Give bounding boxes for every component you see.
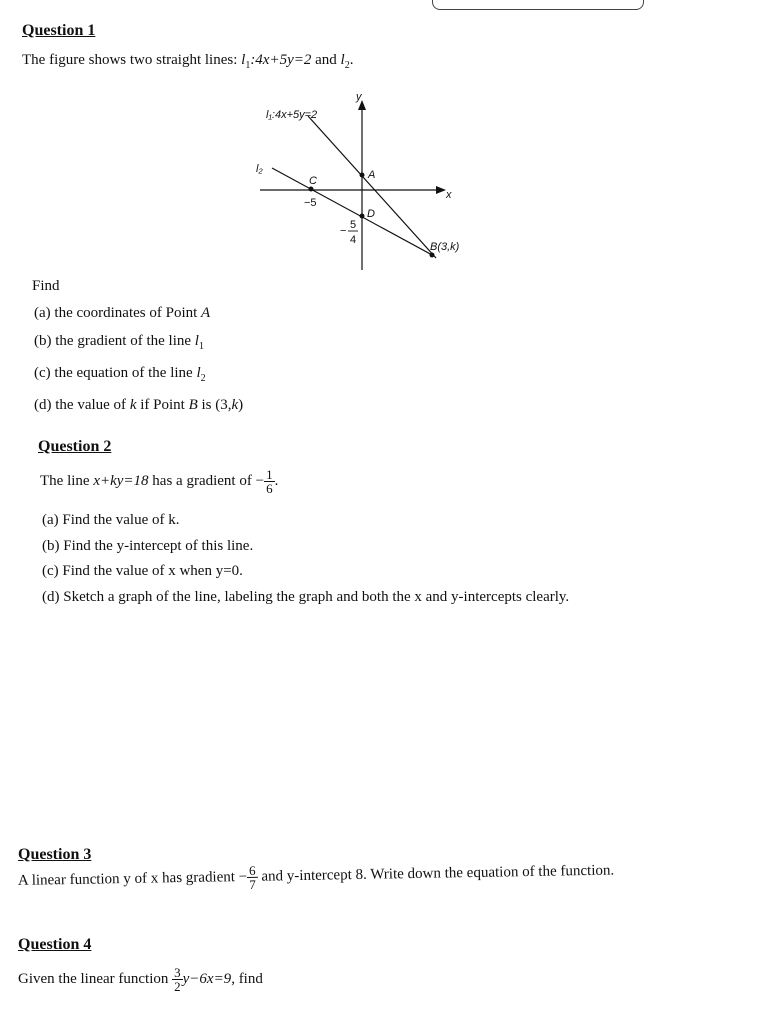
point-a-dot [360, 173, 365, 178]
q1-l1-var: l [241, 52, 246, 68]
part-text: Find the value of k. [62, 512, 180, 528]
q3-grad-num: 6 [248, 862, 256, 878]
point-d-dot [360, 214, 365, 219]
q2-grad-den: 6 [266, 481, 273, 496]
part-label: (b) [42, 538, 60, 554]
q1-intro-text: The figure shows two straight lines: [22, 52, 242, 68]
part-var: k [129, 397, 137, 413]
q2-grad-num: 1 [266, 467, 273, 482]
q3-gradient-fraction [247, 864, 258, 891]
q1-part-c [34, 365, 206, 384]
q4-text-c: , find [231, 970, 263, 987]
part-var-3: k [231, 397, 239, 413]
q2-part-b [42, 538, 253, 555]
question-1-title: Question 1 [22, 22, 96, 39]
part-label: (a) [34, 305, 51, 321]
q2-grad-sign: − [255, 472, 265, 489]
point-c-label: C [309, 175, 317, 187]
part-text: Find the value of x when y=0. [62, 563, 243, 579]
question-2-title: Question 2 [38, 438, 112, 455]
q2-equation: x+ky=18 [93, 472, 149, 489]
part-label: (b) [34, 333, 52, 349]
q1-l1-sub: 1 [245, 60, 251, 71]
point-b-dot [430, 253, 435, 258]
line-l1 [308, 116, 436, 258]
part-label: (c) [42, 563, 59, 579]
q2-gradient-text: has a gradient of [148, 472, 256, 489]
part-label: (d) [34, 397, 52, 413]
x-intercept-tick-label: −5 [304, 197, 317, 209]
q2-part-a [42, 512, 179, 529]
part-var: A [201, 305, 211, 321]
q4-text-a: Given the linear function [18, 970, 173, 987]
q2-line-text: The line [40, 472, 94, 489]
q1-l2-sub: 2 [344, 60, 350, 71]
y-intercept-tick-sign: − [340, 225, 347, 237]
part-text: the equation of the line [54, 365, 197, 381]
q1-and-word: and [311, 52, 341, 68]
q2-part-c [42, 563, 243, 580]
part-var-sub: 1 [198, 341, 204, 352]
q1-part-a [34, 305, 210, 322]
point-a-label: A [368, 169, 376, 181]
part-var-2: B [188, 397, 198, 413]
q1-period: . [349, 52, 354, 68]
point-c-dot [309, 187, 314, 192]
q3-grad-den: 7 [249, 876, 256, 892]
q2-period: . [274, 472, 279, 489]
q1-part-b [34, 333, 204, 352]
q3-text-b: and y-intercept 8. Write down the equation of the function. [257, 862, 615, 885]
part-text-2: if Point [136, 397, 189, 413]
question-4-statement [18, 966, 263, 993]
q2-part-d [42, 589, 569, 606]
l2-label: l₂ [256, 163, 263, 175]
q1-part-d [34, 397, 243, 414]
x-axis-arrow [436, 186, 446, 194]
point-b-label: B(3,k) [430, 241, 460, 253]
part-text: Find the y-intercept of this line. [63, 538, 254, 554]
q1-l2-var: l [340, 52, 345, 68]
y-intercept-tick-num: 5 [350, 219, 357, 231]
q4-frac-den: 2 [174, 979, 181, 994]
question-3-title: Question 3 [18, 846, 92, 863]
question-3-statement [18, 858, 615, 895]
answer-box-frame [432, 0, 644, 10]
x-axis-label: x [446, 189, 452, 201]
part-var: l [194, 333, 199, 349]
q3-grad-sign: − [238, 868, 248, 886]
question-4-title: Question 4 [18, 936, 92, 953]
point-d-label: D [367, 208, 375, 220]
y-axis-label: y [356, 91, 362, 103]
l1-equation-label: l₁:4x+5y=2 [266, 109, 318, 121]
q1-find-label: Find [32, 278, 60, 294]
part-text: the value of [55, 397, 130, 413]
part-text: the gradient of the line [55, 333, 195, 349]
q4-frac-num: 3 [174, 965, 181, 980]
two-lines-figure [250, 88, 490, 278]
q1-l1-equation: :4x+5y=2 [250, 52, 312, 68]
q3-text-a: A linear function y of x has gradient [17, 869, 239, 889]
part-text: Sketch a graph of the line, labeling the graph and both the x and y-intercepts clearly. [63, 589, 570, 605]
part-text-4: ) [238, 397, 244, 413]
part-label: (a) [42, 512, 59, 528]
part-text-3: is (3, [197, 397, 232, 413]
y-intercept-tick-den: 4 [350, 234, 357, 246]
part-text: the coordinates of Point [54, 305, 202, 321]
question-2-statement [40, 468, 278, 495]
q4-equation: y−6x=9 [182, 970, 232, 987]
part-label: (d) [42, 589, 60, 605]
question-1-intro [22, 52, 353, 71]
q4-fraction [172, 966, 183, 993]
part-label: (c) [34, 365, 51, 381]
part-var: l [196, 365, 201, 381]
part-var-sub: 2 [200, 373, 206, 384]
q2-gradient-fraction [264, 468, 275, 495]
